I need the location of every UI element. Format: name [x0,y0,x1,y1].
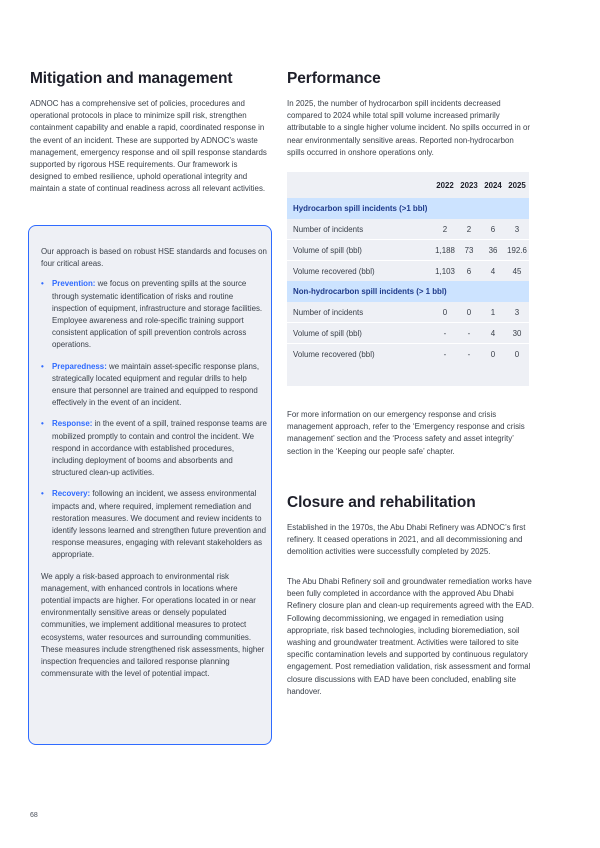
table-cell: 1,103 [433,261,457,282]
performance-intro: In 2025, the number of hydrocarbon spill incidents decreased compared to 2024 while total spill volume increased primarily attributable to a single higher volume incident. No spills occurred in or near environmentally sensitive areas. Reported non-hydrocarbon spills occurred in onshore operations only. [287,99,530,157]
area-term: Response: [52,419,93,429]
table-cell: 30 [505,323,529,344]
area-term: Prevention: [52,279,96,289]
critical-areas-list [41,278,267,561]
section-title: Non-hydrocarbon spill incidents (> 1 bbl) [287,281,529,302]
closure-para-1: Established in the 1970s, the Abu Dhabi Refinery was ADNOC’s first refinery. It ceased operations in 2021, and all decommissioning and demolition activities were successfully completed by 2025. [287,523,526,557]
table-cell: 192.6 [505,240,529,261]
row-label: Volume recovered (bbl) [287,344,433,365]
table-row [287,302,529,323]
table-cell: - [433,344,457,365]
row-label: Number of incidents [293,307,364,317]
row-label: Volume of spill (bbl) [287,240,433,261]
list-item [41,418,267,479]
more-info-text: For more information on our emergency response and crisis management approach, refer to the ‘Emergency response and crisis management’ section and the ‘Process safety and asset integrity’ section in the ‘Keeping our people safe’ chapter. [287,410,525,456]
year-header: 2022 [436,180,454,190]
area-term: Preparedness: [52,361,107,371]
risk-approach-text: We apply a risk-based approach to environmental risk management, with enhanced controls in locations where potential impacts are higher. For operations located in or near environmentally sensitive areas or densely populated communities, we implement additional measures to protect ecosystems, water resources and surrounding communities. These measures include strengthened risk assessments, higher inspection frequencies and tailored response planning commensurate with the level of potential impact. [41,571,265,679]
year-header: 2024 [484,180,502,190]
table-header-blank [287,172,433,198]
bullet-icon: • [41,361,44,371]
table-cell: 0 [505,344,529,365]
table-cell: 45 [505,261,529,282]
bullet-icon: • [41,489,44,499]
table-cell: 2 [466,224,472,234]
table-cell: - [457,323,481,344]
table-cell: - [433,323,457,344]
section-row [287,198,529,219]
table-cell: - [457,344,481,365]
section-row [287,281,529,302]
year-header: 2025 [508,180,526,190]
table-cell: 4 [481,323,505,344]
performance-heading: Performance [287,70,381,87]
table-cell: 0 [481,344,505,365]
table-cell: 73 [457,240,481,261]
table-cell: 0 [466,307,472,317]
area-term: Recovery: [52,489,91,499]
bullet-icon: • [41,279,44,289]
list-item [41,488,267,561]
list-item [41,278,267,351]
mitigation-heading: Mitigation and management [30,70,233,87]
year-header: 2023 [460,180,478,190]
row-label: Number of incidents [293,224,364,234]
approach-content [41,246,267,681]
table-cell: 1 [490,307,496,317]
mitigation-intro: ADNOC has a comprehensive set of policies, procedures and operational protocols in place to minimize spill risk, strengthen containment capability and enable a rapid, coordinated response in the event of an incident. These are supported by ADNOC’s waste management, emergency response and oil spill response standards supported by rigorous HSE requirements. Our framework is designed to embed resilience, uphold operational integrity and maintain a state of continual readiness across all relevant activities. [30,99,267,194]
approach-box [28,225,272,745]
bullet-icon: • [41,419,44,429]
table-cell: 6 [457,261,481,282]
table-cell: 4 [481,261,505,282]
closure-para-2: The Abu Dhabi Refinery soil and groundwater remediation works have been fully completed in accordance with the approved Abu Dhabi Refinery closure plan and clean-up requirements agreed with the EAD. Following decommissioning, we engaged in remediation using appropriate, risk based technologies, including bioremediation, soil washing and groundwater treatment. Activities were tailored to site specific contamination levels and supported by continuous regulatory engagement. Post remediation validation, risk assessment and formal closure discussions with EAD have been concluded, enabling site handover. [287,577,534,696]
table-row [287,219,529,240]
area-text: in the event of a spill, trained response teams are mobilized promptly to contain and control the incident. We respond in accordance with established procedures, including deployment of booms and absorbents and structured clean-up activities. [52,419,267,478]
table-cell: 6 [490,224,496,234]
area-text: we focus on preventing spills at the source through systematic identification of risks and routine inspection of equipment, infrastructure and storage facilities. Employee awareness and role-specific training support consistent application of spill prevention controls across operations. [52,279,263,350]
table-row [287,344,529,365]
table-cell: 3 [514,224,520,234]
table-cell: 3 [514,307,520,317]
table-row [287,323,529,344]
row-label: Volume recovered (bbl) [287,261,433,282]
table-header-row [287,172,529,198]
table-row [287,240,529,261]
table-cell: 2 [442,224,448,234]
section-title: Hydrocarbon spill incidents (>1 bbl) [287,198,529,219]
table-cell: 0 [442,307,448,317]
area-text: we maintain asset-specific response plans, strategically located equipment and regular drills to help ensure that personnel are trained and equipped to respond effectively in the event of an incident. [52,361,260,408]
area-text: following an incident, we assess environmental impacts and, where required, implement remediation and restoration measures. We document and review incidents to identify lessons learned and strengthen future prevention and response measures, engaging with relevant stakeholders as appropriate. [52,489,267,560]
table-cell: 36 [481,240,505,261]
closure-heading: Closure and rehabilitation [287,494,476,511]
spill-table [287,172,529,386]
row-label: Volume of spill (bbl) [287,323,433,344]
list-item [41,361,267,410]
approach-intro: Our approach is based on robust HSE standards and focuses on four critical areas. [41,247,267,269]
table-cell: 1,188 [433,240,457,261]
table-row [287,261,529,282]
page-number: 68 [30,812,38,819]
